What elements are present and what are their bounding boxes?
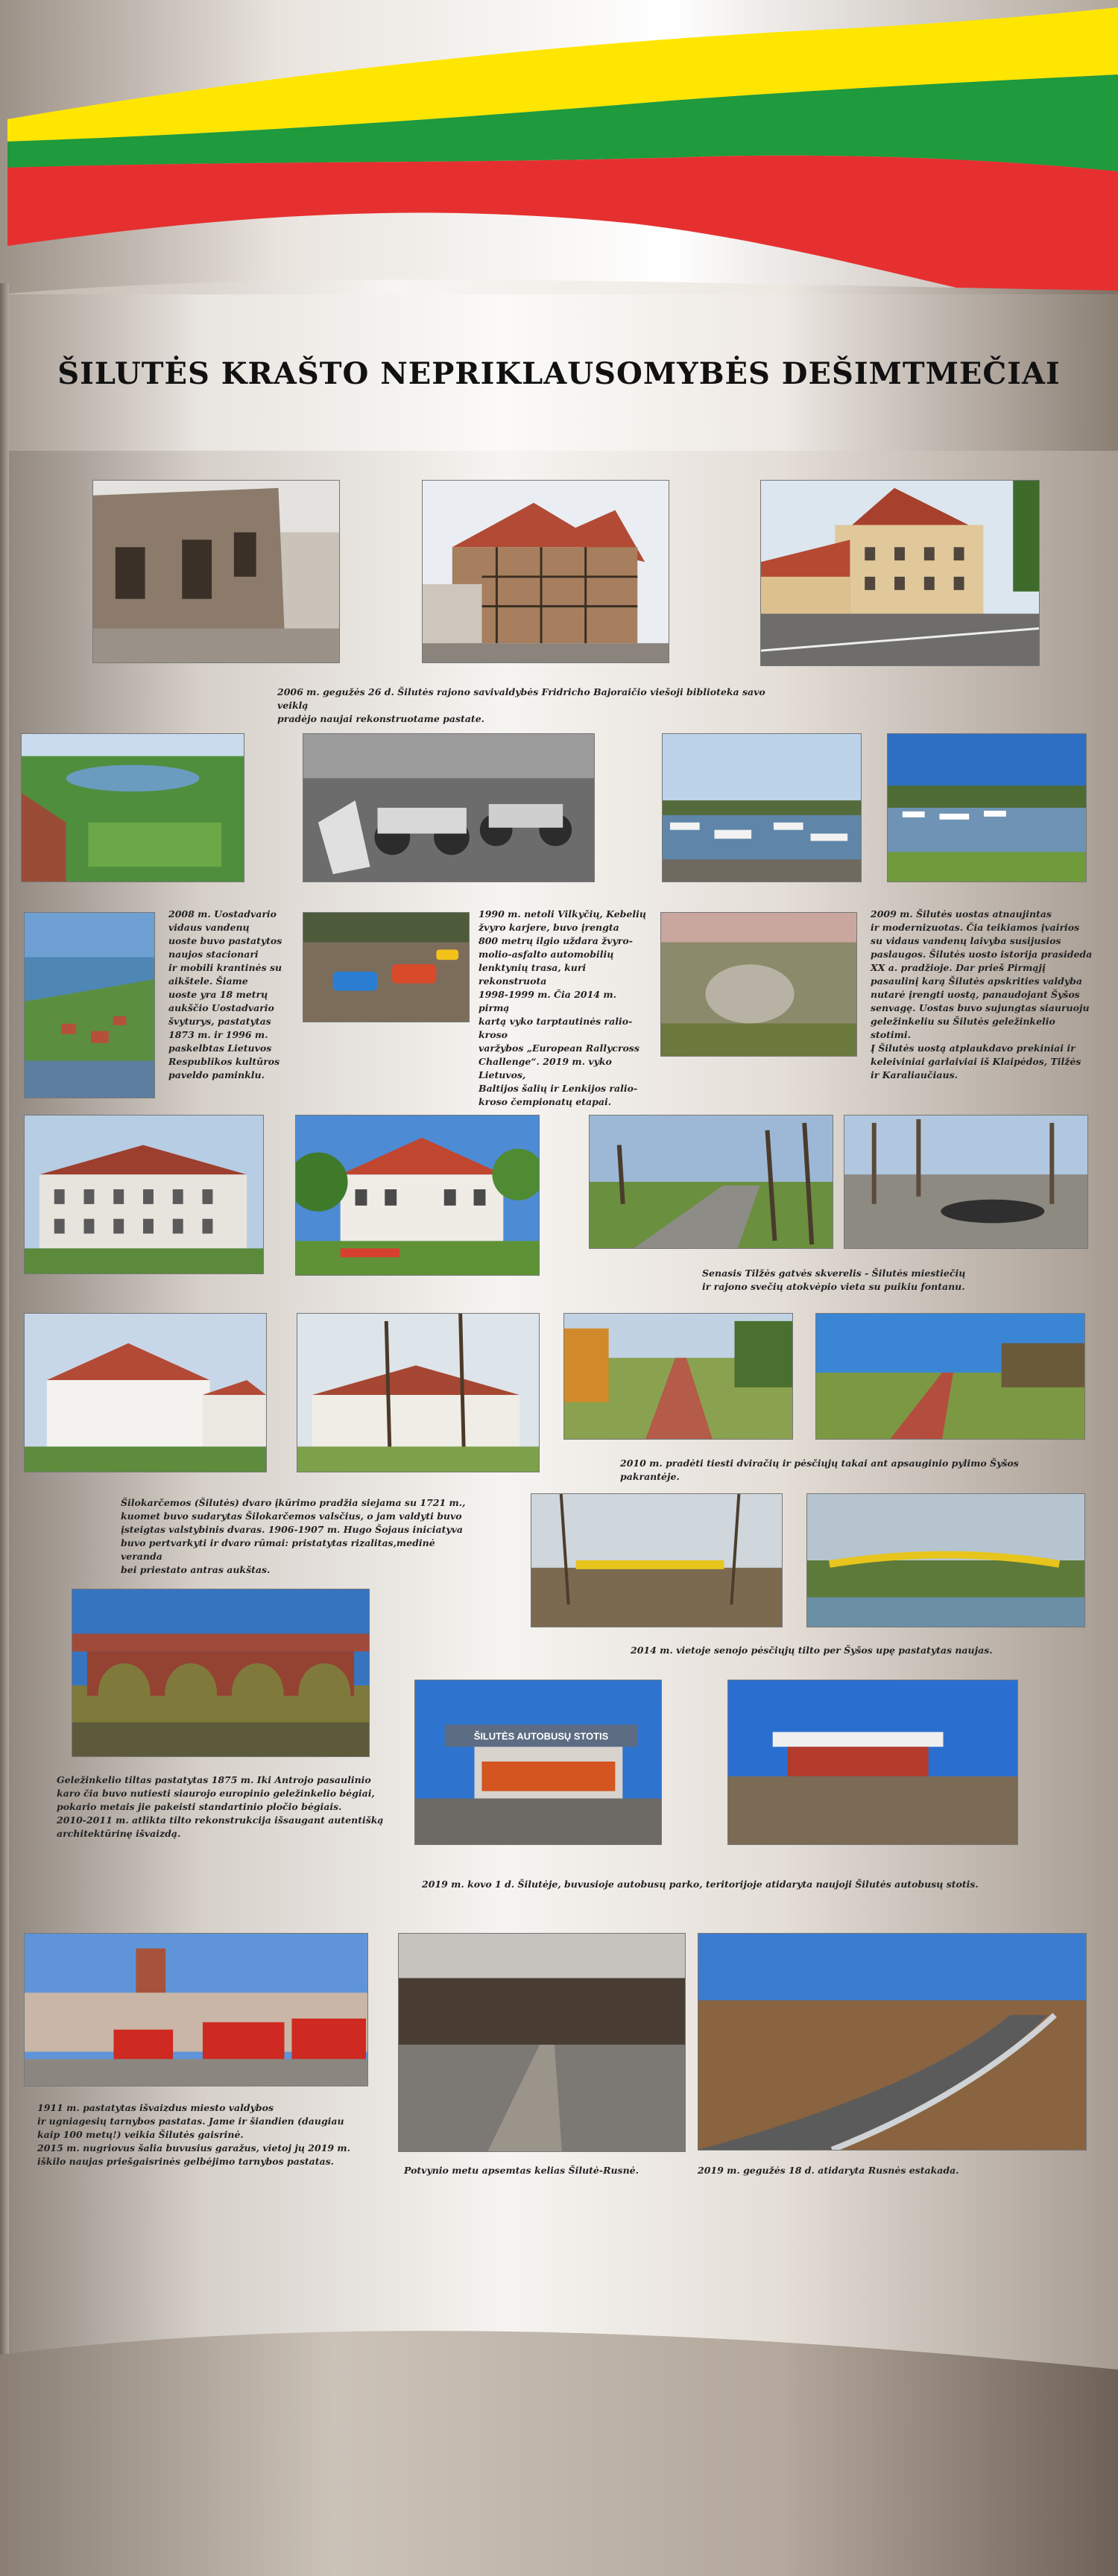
manor-photo-2	[295, 1115, 540, 1276]
manor-photo-1	[24, 1115, 264, 1274]
uostadvaris-aerial-photo	[21, 733, 244, 882]
library-old-building-photo	[92, 480, 340, 663]
footbridge-photo-1	[531, 1493, 783, 1627]
manor-photo-4	[297, 1313, 540, 1472]
rallycross-cars-photo	[303, 912, 470, 1022]
caption-overpass: 2019 m. gegužės 18 d. atidaryta Rusnės estakada.	[698, 2165, 959, 2176]
tilzes-square-fountain-photo	[844, 1115, 1088, 1249]
caption-footbridge: 2014 m. vietoje senojo pėsčiųjų tilto per Šyšos upę pastatytas naujas.	[631, 1645, 993, 1656]
library-renovated-photo	[760, 480, 1040, 666]
caption-firestation: 1911 m. pastatytas išvaizdus miesto valdybos ir ugniagesių tarnybos pastatas. Jame ir šiandien (daugiau kaip 100 metų!) veikia Šilutės gaisrinė. 2015 m. nugriovus šalia buvusius garažus, vietoj jų 2019 m. iškilo naujas priešgaisrinės gelbėjimo tarnybos pastatas.	[37, 2102, 351, 2167]
manor-photo-3	[24, 1313, 267, 1472]
caption-uostadvaris: 2008 m. Uostadvario vidaus vandenų uoste buvo pastatytos naujos stacionari ir mobili krantinės su aikštele. Šiame uoste yra 18 metrų aukščio Uostadvario švyturys, pastatytas 1873 m. ir 1996 m. paskelbtas Lietuvos Respublikos kultūros paveldo paminklu.	[168, 908, 282, 1080]
left-edge-shade	[0, 283, 9, 2370]
fire-station-photo	[24, 1933, 368, 2086]
bus-station-photo-1	[414, 1680, 662, 1845]
library-scaffold-photo	[422, 480, 669, 663]
flooded-road-photo	[398, 1933, 686, 2152]
caption-flood: Potvynio metu apsemtas kelias Šilutė-Rusnė.	[404, 2165, 639, 2176]
caption-library: 2006 m. gegužės 26 d. Šilutės rajono savivaldybės Fridricho Bajoraičio viešoji biblioteka savo veiklą pradėjo naujai rekonstruotame pastate.	[277, 686, 765, 724]
rusne-overpass-photo	[698, 1933, 1087, 2151]
railway-bridge-photo	[72, 1589, 370, 1757]
tilzes-square-photo-1	[589, 1115, 833, 1249]
caption-square: Senasis Tilžės gatvės skverelis - Šilutės miestiečių ir rajono svečių atokvėpio vieta su puikiu fontanu.	[702, 1268, 966, 1292]
rally-historic-photo	[303, 733, 595, 882]
silute-port-photo-1	[662, 733, 862, 882]
flag-wave-banner	[0, 0, 1118, 313]
memorial-stone-photo	[660, 912, 857, 1057]
caption-railbridge: Geležinkelio tiltas pastatytas 1875 m. Iki Antrojo pasaulinio karo čia buvo nutiesti siaurojo europinio geležinkelio bėgiai, pokario metais jie pakeisti standartinio pločio bėgiais. 2010-2011 m. atlikta tilto rekonstrukcija išsaugant autentišką architektūrinę išvaizdą.	[57, 1774, 384, 1839]
uostadvaris-lighthouse-aerial-photo	[24, 912, 155, 1098]
bus-station-sign: ŠILUTĖS AUTOBUSŲ STOTIS	[473, 1730, 609, 1742]
caption-manor: Šilokarčemos (Šilutės) dvaro įkūrimo pradžia siejama su 1721 m., kuomet buvo sudarytas Šilokarčemos valsčius, o jam valdyti buvo įsteigtas valstybinis dvaras. 1906-1907 m. Hugo Šojaus iniciatyva buvo pertvarkyti ir dvaro rūmai: pristatytas rizalitas,medinė veranda bei priestato antras aukštas.	[121, 1497, 466, 1575]
caption-rally: 1990 m. netoli Vilkyčių, Kebelių žvyro karjere, buvo įrengta 800 metrų ilgio uždara žvyro- molio-asfalto automobilių lenktynių trasa, kuri rekonstruota 1998-1999 m. Čia 2014 m. pirmą kartą vyko tarptautinės ralio-kroso varžybos „European Rallycross Challenge“. 2019 m. vyko Lietuvos, Baltijos šalių ir Lenkijos ralio- kroso čempionatų etapai.	[479, 908, 646, 1107]
cycle-path-photo-2	[815, 1313, 1085, 1440]
bus-station-photo-2	[727, 1680, 1018, 1845]
cycle-path-photo-1	[563, 1313, 793, 1440]
caption-cycle: 2010 m. pradėti tiesti dviračių ir pėsčiųjų takai ant apsauginio pylimo Šyšos pakrantėje.	[620, 1458, 1019, 1482]
footbridge-photo-2	[806, 1493, 1085, 1627]
page-title: ŠILUTĖS KRAŠTO NEPRIKLAUSOMYBĖS DEŠIMTMEČIAI	[57, 356, 1061, 391]
caption-busstation: 2019 m. kovo 1 d. Šilutėje, buvusioje autobusų parko, teritorijoje atidaryta naujoji Šilutės autobusų stotis.	[422, 1879, 979, 1890]
bottom-wave-decoration	[0, 2310, 1118, 2576]
silute-port-photo-2	[887, 733, 1087, 882]
caption-port: 2009 m. Šilutės uostas atnaujintas ir modernizuotas. Čia teikiamos įvairios su vidaus vandenų laivyba susijusios paslaugos. Šilutės uosto istorija prasideda XX a. pradžioje. Dar prieš Pirmąjį pasaulinį karą Šilutės apskrities valdyba nutarė įrengti uostą, panaudojant Šyšos senvagę. Uostas buvo sujungtas siauruoju geležinkeliu su Šilutės geležinkelio stotimi. Į Šilutės uostą atplaukdavo prekiniai ir keleiviniai garlaiviai iš Klaipėdos, Tilžės ir Karaliaučiaus.	[871, 908, 1093, 1080]
